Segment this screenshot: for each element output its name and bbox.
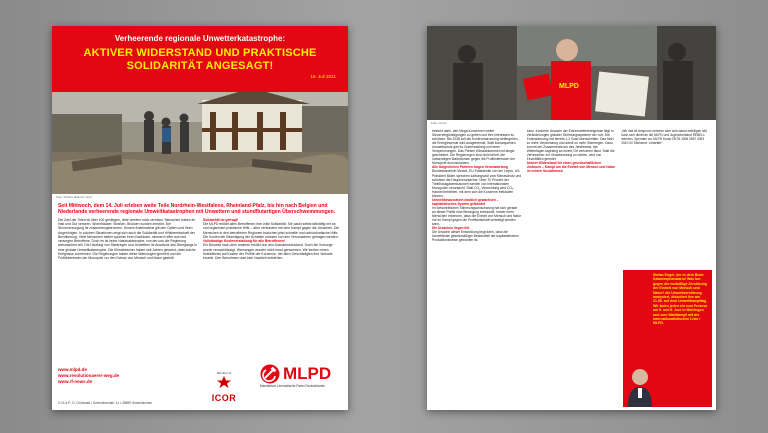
back-subheading-4: Aktiver Widerstand für einen gesellschaftlichen Umbruch – Kampf um die Einheit von Mensch und Natur im echten Sozialismus! [526, 161, 615, 174]
icor-logo [202, 371, 246, 403]
icor-star-icon [216, 376, 232, 388]
flood-photo-illustration [52, 92, 348, 194]
back-subheading-2: Umweltbewusstsein deutlich gewachsen – kapitalistisches System gefährdet [432, 197, 499, 206]
front-column-2-para-1: Die MLPD erklärt allen Betroffenen ihre volle Solidarität. Sie packt selbst tatkräftig mit an und organisiert praktische Hilfe – aber verbunden mit dem Kampf gegen die Ursachen. Die Menschen in den betroffenen Regionen brauchen jetzt schnelle und unbürokratische Hilfe. Die Kosten der Beseitigung der Schäden müssen von den Verursachern getragen werden. [203, 222, 340, 239]
back-photo-caption: Foto: rf-foto [431, 121, 447, 125]
back-column-2 [527, 129, 617, 409]
back-column-1-para-2: Im fortschrittlichen Stimmungsumschwung hat sich gerade an dieser Politik eine Bewegung entwickelt. Immer mehr Menschen erkennen, dass die Einheit von Mensch und Natur nur im Kampf gegen die Profitwirtschaft verteidigt werden kann. [432, 205, 522, 227]
speaker-portrait [626, 365, 654, 407]
front-footer-imprint: V.i.S.d.P.: D. Grünwald • Schmalhorststr. 1c • 45899 Gelsenkirchen [58, 401, 153, 405]
back-column-1-intro: besteht darin, den Mega-Konzernen weiter Steuervergünstigungen zu geben und ihre Interessen zu schützen. Bis 2038 soll die Kohleverstromung weitergehen, die Energiewende wird ausgebremst. Statt konsequenten Umweltschutz gibt es Greenwashing und leere Versprechungen. Das Pariser Klimaabkommen ist längst gescheitert. Die Regierungen sind nicht bereit, die notwendigen Maßnahmen gegen die Profitinteressen der Monopole durchzusetzen. [432, 129, 519, 166]
back-column-1 [432, 129, 522, 409]
front-subheading-2: Vollständige Kostenerstattung für alle Betroffenen! [203, 239, 286, 244]
link-revolutionaerer-weg[interactable]: www.revolutionaerer-weg.de [58, 373, 120, 378]
mlpd-wordmark: MLPD [283, 364, 332, 383]
front-headline-line-1: AKTIVER WIDERSTAND UND PRAKTISCHE [83, 47, 317, 59]
front-headline-line-2: SOLIDARITÄT ANGESAGT! [126, 59, 274, 72]
flood-photo [52, 92, 348, 194]
front-columns [52, 218, 348, 326]
front-column-2 [203, 218, 342, 326]
back-subheading-3: Die Ursachen liegen tief [432, 226, 470, 231]
event-red-box [623, 270, 712, 407]
front-lead-text: Seit Mittwoch, dem 14. Juli erleben weite Teile Nordrhein-Westfalens, Rheinland-Pfalz, bis hin nach Belgien und Niederlande verheerende regionale Umweltkatastrophen mit Unwettern und stundflutartigen Überschwemmungen. [58, 203, 336, 216]
back-subheading-1: Alle bürgerlichen Parteien tragen Verantwortung [432, 165, 508, 170]
front-header [52, 26, 348, 92]
front-column-2-para-2: Ein Bündnis nach dem anderen erklärt nun den Ausnahmezustand. Doch die Vorsorge wurde vernachlässigt, Warnungen wurden nicht ernst genommen. Wir fordern einen Notfallfonds auf Kosten der Profite der Konzerne, der allen Geschädigten ihre Verluste ersetzt. Den Bewohnern darf kein Nachteil entstehen. [203, 243, 333, 261]
back-column-2-intro: kann. Konkrete Ursache der Extremwetterereignisse liegt in Veränderungen globaler Strömungssysteme der Luft. Die Erderwärmung hat bereits 1,2 Grad überschritten. Das führt zu mehr Verdunstung und damit zu mehr Starkregen. Dazu kommt der Zusammenbruch des Jetstreams, der Wetterlagen tagelang an einem Ort verharren lässt. Statt die Verursacher zur Verantwortung zu ziehen, wird von Einzelfällen geredet. [526, 129, 615, 162]
event-red-box-text: Stefan Engel, der in dem Buch Katastrophenalarm! Was tun gegen die mutwillige Zerstörung der Einheit von Mensch und Natur? die Umweltzerstörung analysiert, diskutiert live am 21.08. auf dem Umweltkampftag. Wir laden jeden ein zum Prozess am 5. und 6. Juni in Meiningen und zum Wahlkampf mit der Internationalistischen Liste / MLPD. [653, 273, 708, 326]
back-column-3 [621, 129, 711, 239]
link-rf-news[interactable]: www.rf-news.de [58, 379, 93, 384]
mlpd-logo-row [260, 364, 342, 384]
protest-photo [427, 26, 716, 120]
front-subheading-1: Solidarität ist gefragt! [203, 217, 239, 222]
front-column-1-text: Die Zahl der Toten ist über 100 gestiegen, viele werden noch vermisst. Menschen haben ihr Hab und Gut verloren. Wohnhäuser, Straßen, Brücken wurden zerstört. Die Stromversorgung ist zusammengebrochen. Unsere Anteilnahme gilt den Opfern und ihren Angehörigen. In solchen Situationen zeigt sich auch die Solidarität und Hilfsbereitschaft der Bevölkerung. Viele Menschen helfen spontan ihren Nachbarn, räumen Keller aus und versorgen Betroffene. Doch es ist keine Naturkatastrophe, von der uns die Regierung weismachen will. Die Häufung von Starkregen und Unwettern ist Ausdruck des Übergangs in eine globale Umweltkatastrophe. Die Klimaforscher haben seit Jahren gewarnt, dass solche Ereignisse zunehmen. Die Regierungen haben diese Warnungen ignoriert und die Profitinteressen der Monopole vor den Schutz von Mensch und Natur gestellt. [58, 217, 197, 261]
flyer-front-page [52, 26, 348, 410]
back-column-1-para-1: Bundeskanzlerin Merkel, EU-Präsidentin von der Leyen, US-Präsident Biden sprechen salbungsvoll vom Klimaschutz und schützen die Hauptverursacher. Über 70 Prozent der Treibhausgasemissionen werden von internationalen Monopolen verursacht. Statt CO₂-Vermeidung wird CO₂-Handel betrieben, mit dem sich die Konzerne freikaufen können. [432, 169, 522, 198]
front-links [58, 367, 178, 385]
mlpd-logo [260, 364, 342, 388]
link-mlpd[interactable]: www.mlpd.de [58, 367, 87, 372]
icor-name: ICOR [211, 393, 237, 403]
mlpd-subtitle: Marxistisch-Leninistische Partei Deutschlands [260, 384, 325, 388]
hammer-sickle-icon [260, 364, 280, 384]
back-donation-quote: „Wir das ist Anspruch nehmen oder sich daran beteiligen will, kann sich direkt an die MLPD und Jugendverband REBELL wenden. Spenden an: MLPD Konto DE76 4306 0967 4053 2510 00 Stichwort: Unwetter“ [621, 129, 708, 145]
back-column-1-para-3: Die Ursache dieser Entwicklung liegt darin, dass die Umweltkrise gesetzmäßiger Bestandteil der kapitalistischen Produktionsweise geworden ist. [432, 230, 519, 243]
protest-photo-illustration [427, 26, 716, 120]
icor-member-label: Member of [216, 371, 232, 375]
flyer-back-page [427, 26, 716, 410]
front-headline [64, 47, 336, 72]
front-kicker: Verheerende regionale Unwetterkatastrophe: [114, 34, 286, 43]
front-photo-caption: Foto: Picture alliance / dpa [56, 195, 92, 199]
front-column-1 [58, 218, 197, 326]
vest-label: MLPD [559, 83, 579, 90]
front-date: 16. Juli 2021 [310, 74, 336, 79]
